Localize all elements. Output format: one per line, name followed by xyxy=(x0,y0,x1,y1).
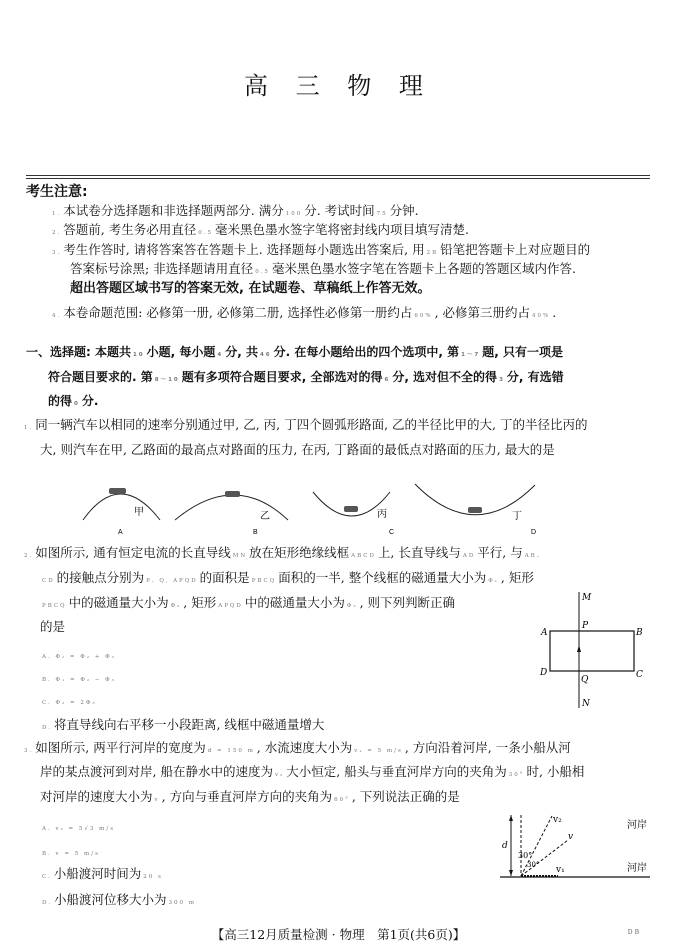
text-segment: 岸的某点渡河到对岸, 船在静水中的速度为 xyxy=(40,764,273,779)
option-d[interactable] xyxy=(40,892,198,911)
svg-text:D: D xyxy=(540,668,548,678)
divider xyxy=(26,175,650,176)
inline-symbol: 4. xyxy=(52,313,62,319)
inline-symbol: AB、 xyxy=(524,553,545,559)
q1-road-figures xyxy=(60,470,660,540)
notice-line xyxy=(70,261,576,280)
inline-symbol: B. Φ₁ = Φ₂ − Φ₃ xyxy=(42,677,116,683)
inline-symbol: d = 150 m xyxy=(207,748,255,754)
inline-symbol: CD xyxy=(42,578,55,584)
road-label: 乙 xyxy=(260,511,270,522)
inline-symbol: Φ₃ xyxy=(346,603,358,609)
text-segment: 大, 则汽车在甲, 乙路面的最高点对路面的压力, 在丙, 丁路面的最低点对路面的压力, 最大的是 xyxy=(40,442,555,457)
frame-abcd xyxy=(550,631,634,671)
text-segment: , 矩形 xyxy=(500,570,534,585)
svg-text:v₁: v₁ xyxy=(556,865,565,875)
text-segment: 答案标号涂黑; 非选择题请用直径 xyxy=(70,261,254,276)
text-segment: 的面积是 xyxy=(199,570,250,585)
road-arc-b xyxy=(175,495,288,520)
text-segment: 题有多项符合题目要求, 全部选对的得 xyxy=(181,370,383,384)
text-segment: , 水流速度大小为 xyxy=(256,740,353,755)
question-2-text xyxy=(22,545,546,564)
inline-symbol: 8～10 xyxy=(154,377,180,383)
inline-symbol: 3 xyxy=(499,377,505,383)
text-segment: 超出答题区域书写的答案无效, 在试题卷、草稿纸上作答无效。 xyxy=(70,281,431,296)
text-segment: 面积的一半, 整个线框的磁通量大小为 xyxy=(278,570,487,585)
inline-symbol: v₂ xyxy=(274,772,285,778)
inline-symbol: 60% xyxy=(414,313,433,319)
inline-symbol: Φ₂ xyxy=(170,603,182,609)
svg-text:Q: Q xyxy=(581,675,589,685)
notice-line xyxy=(50,222,469,241)
option-label: A xyxy=(118,529,123,536)
inline-symbol: 0.5 xyxy=(255,269,270,275)
inline-symbol: 300 m xyxy=(168,900,196,906)
text-segment: , 必修第三册约占 xyxy=(434,305,531,320)
svg-text:N: N xyxy=(582,699,590,709)
inline-symbol: B. v = 5 m/s xyxy=(42,851,100,857)
car-icon xyxy=(109,488,126,494)
text-segment: 本卷命题范围: 必修第一册, 必修第二册, 选择性必修第一册约占 xyxy=(63,305,413,320)
page-title: 高 三 物 理 xyxy=(244,72,433,100)
text-segment: 的是 xyxy=(40,619,66,634)
inline-symbol: 46 xyxy=(259,352,272,358)
text-segment: , 方向沿着河岸, 一条小船从河 xyxy=(404,740,571,755)
section-heading xyxy=(26,344,563,363)
text-segment: 分, 有选错 xyxy=(506,370,564,384)
text-segment: 时, 小船相 xyxy=(526,764,585,779)
svg-text:30°: 30° xyxy=(518,851,533,860)
page-footer: 【高三12月质量检测 · 物理 第1页(共6页)】 xyxy=(211,927,466,942)
option-b[interactable] xyxy=(40,843,102,862)
svg-text:A: A xyxy=(541,628,548,638)
inline-symbol: A. Φ₁ = Φ₂ + Φ₃ xyxy=(42,654,116,660)
inline-symbol: 60° xyxy=(334,797,350,803)
text-segment: 平行, 与 xyxy=(477,545,523,560)
inline-symbol: 2B xyxy=(426,250,439,256)
inline-symbol: 40% xyxy=(532,313,551,319)
inline-symbol: v₁ = 5 m/s xyxy=(354,748,403,754)
car-icon xyxy=(344,506,358,512)
svg-text:P: P xyxy=(582,621,589,631)
svg-text:河岸: 河岸 xyxy=(627,863,647,874)
section-heading xyxy=(48,369,564,388)
inline-symbol: 1. xyxy=(24,425,34,431)
text-segment: 一、选择题: 本题共 xyxy=(26,345,131,359)
question-3-text xyxy=(40,764,584,783)
inline-symbol: 1. xyxy=(52,211,62,217)
text-segment: , 下列说法正确的是 xyxy=(351,789,460,804)
svg-text:B: B xyxy=(636,628,643,638)
text-segment: 分钟. xyxy=(389,203,419,218)
svg-text:v₂: v₂ xyxy=(553,815,562,825)
text-segment: 放在矩形绝缘线框 xyxy=(249,545,350,560)
inline-symbol: P、Q, APQD xyxy=(146,578,198,584)
inline-symbol: A. v₂ = 5√3 m/s xyxy=(42,826,116,832)
text-segment: 对河岸的速度大小为 xyxy=(40,789,153,804)
text-segment: 毫米黑色墨水签字笔将密封线内项目填写清楚. xyxy=(214,222,469,237)
text-segment: 的得 xyxy=(48,394,73,408)
inline-symbol: Φ₁ xyxy=(488,578,499,584)
question-1-text xyxy=(22,417,588,436)
svg-text:C: C xyxy=(636,670,643,680)
car-icon xyxy=(225,491,240,497)
inline-symbol: PBCQ xyxy=(42,603,67,609)
text-segment: 小题, 每小题 xyxy=(146,345,216,359)
option-d[interactable] xyxy=(40,717,324,736)
inline-symbol: 100 xyxy=(285,211,303,217)
text-segment: 小船渡河位移大小为 xyxy=(53,892,167,907)
inline-symbol: C. Φ₂ = 2Φ₃ xyxy=(42,700,97,706)
question-2-text xyxy=(40,619,65,635)
text-segment: 分, 选对但不全的得 xyxy=(392,370,498,384)
option-c[interactable] xyxy=(40,692,99,711)
inline-symbol: 1～7 xyxy=(461,352,481,358)
road-label: 丙 xyxy=(377,509,387,520)
text-segment: 分. 在每小题给出的四个选项中, 第 xyxy=(273,345,460,359)
option-b[interactable] xyxy=(40,669,118,688)
text-segment: 分, 共 xyxy=(225,345,258,359)
text-segment: . xyxy=(552,305,557,320)
paper-code: DB xyxy=(627,929,641,936)
option-label: C xyxy=(389,529,395,536)
inline-symbol: PBCQ xyxy=(251,578,277,584)
inline-symbol: 20 s xyxy=(143,874,163,880)
svg-text:v: v xyxy=(568,832,574,842)
text-segment: 如图所示, 通有恒定电流的长直导线 xyxy=(35,545,231,560)
text-segment: 考生作答时, 请将答案答在答题卡上. 选择题每小题选出答案后, 用 xyxy=(63,242,425,257)
inline-symbol: D. xyxy=(42,900,52,906)
inline-symbol: 2. xyxy=(24,553,34,559)
text-segment: 题, 只有一项是 xyxy=(482,345,564,359)
inline-symbol: APQD xyxy=(218,603,243,609)
option-label: B xyxy=(253,529,258,536)
notice-line-bold xyxy=(70,281,430,297)
divider xyxy=(26,178,650,179)
text-segment: 中的磁通量大小为 xyxy=(68,595,169,610)
notice-line xyxy=(50,305,556,324)
inline-symbol: AD xyxy=(462,553,476,559)
text-segment: 本试卷分选择题和非选择题两部分. 满分 xyxy=(63,203,284,218)
text-segment: 的接触点分别为 xyxy=(56,570,145,585)
text-segment: 中的磁通量大小为 xyxy=(244,595,345,610)
text-segment: 毫米黑色墨水签字笔在答题卡上各题的答题区域内作答. xyxy=(271,261,576,276)
inline-symbol: 0 xyxy=(74,401,80,407)
text-segment: 将直导线向右平移一小段距离, 线框中磁通量增大 xyxy=(53,717,325,732)
current-arrow-icon xyxy=(577,645,581,652)
option-a[interactable] xyxy=(40,646,118,665)
option-a[interactable] xyxy=(40,818,117,837)
q3-river-diagram xyxy=(500,812,660,882)
svg-text:d: d xyxy=(502,841,508,851)
inline-symbol: 75 xyxy=(376,211,388,217)
section-heading xyxy=(48,393,98,412)
inline-symbol: 3. xyxy=(52,250,62,256)
inline-symbol: 2. xyxy=(52,230,62,236)
text-segment: 上, 长直导线与 xyxy=(377,545,461,560)
inline-symbol: 6 xyxy=(384,377,391,383)
text-segment: 大小恒定, 船头与垂直河岸方向的夹角为 xyxy=(286,764,507,779)
svg-text:河岸: 河岸 xyxy=(627,820,647,831)
notice-line xyxy=(50,242,590,261)
inline-symbol: ABCD xyxy=(351,553,376,559)
car-icon xyxy=(468,507,482,513)
text-segment: 符合题目要求的. 第 xyxy=(48,370,153,384)
question-3-text xyxy=(22,740,571,759)
text-segment: 答题前, 考生务必用直径 xyxy=(63,222,197,237)
text-segment: 如图所示, 两平行河岸的宽度为 xyxy=(35,740,206,755)
option-label: D xyxy=(531,529,537,536)
text-segment: 小船渡河时间为 xyxy=(53,866,142,881)
text-segment: 铅笔把答题卡上对应题目的 xyxy=(440,242,591,257)
question-2-text xyxy=(40,595,455,614)
text-segment: 分. xyxy=(81,394,99,408)
inline-symbol: 0.5 xyxy=(198,230,213,236)
text-segment: 同一辆汽车以相同的速率分别通过甲, 乙, 丙, 丁四个圆弧形路面, 乙的半径比甲的大, 丁的半径比丙的 xyxy=(35,417,588,432)
text-segment: , 矩形 xyxy=(183,595,217,610)
question-3-text xyxy=(40,789,460,808)
road-label: 丁 xyxy=(512,511,522,522)
inline-symbol: 10 xyxy=(132,352,145,358)
notice-heading: 考生注意: xyxy=(26,184,88,200)
option-c[interactable] xyxy=(40,866,165,885)
q2-wire-frame-diagram xyxy=(540,590,655,710)
text-segment: , 方向与垂直河岸方向的夹角为 xyxy=(161,789,333,804)
text-segment: 分. 考试时间 xyxy=(304,203,375,218)
inline-symbol: 4 xyxy=(217,352,224,358)
road-label: 甲 xyxy=(134,507,144,518)
svg-text:M: M xyxy=(582,593,592,603)
text-segment: , 则下列判断正确 xyxy=(359,595,456,610)
svg-text:30°: 30° xyxy=(527,861,540,869)
inline-symbol: C. xyxy=(42,874,52,880)
inline-symbol: MN xyxy=(232,553,248,559)
inline-symbol: D. xyxy=(42,725,52,731)
inline-symbol: 3. xyxy=(24,748,34,754)
question-2-text xyxy=(40,570,534,589)
inline-symbol: v xyxy=(154,797,160,803)
road-arc-a xyxy=(83,494,160,520)
inline-symbol: 30° xyxy=(508,772,525,778)
question-1-text xyxy=(40,442,555,458)
notice-line xyxy=(50,203,419,222)
